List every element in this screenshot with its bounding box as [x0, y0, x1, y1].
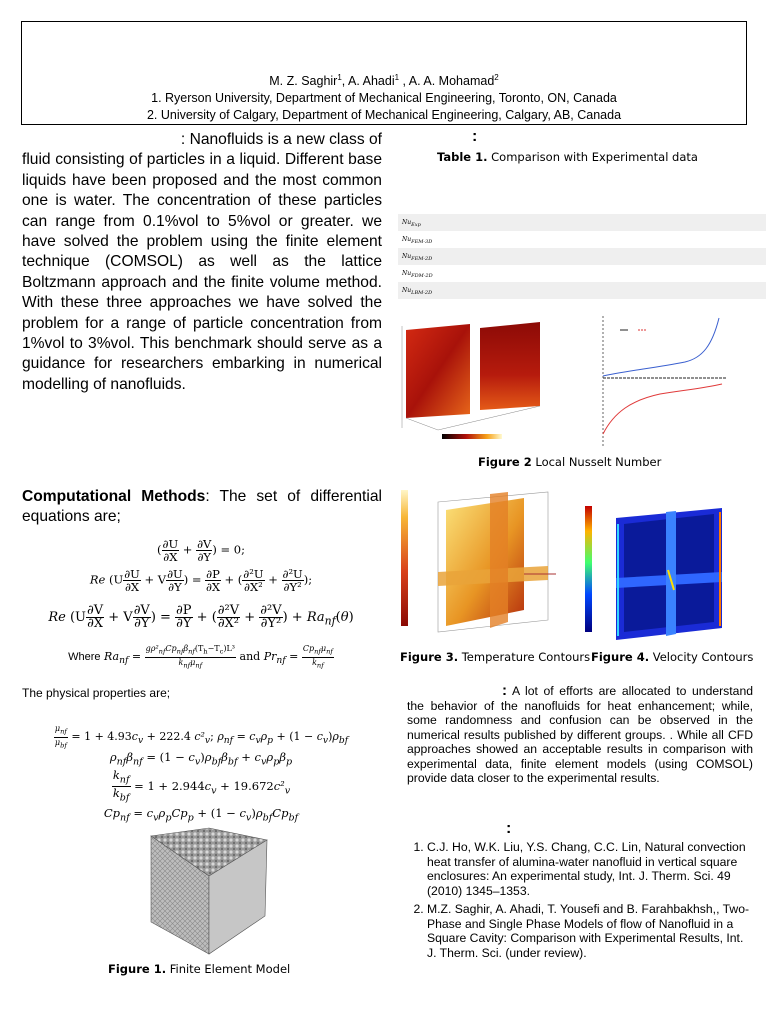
figure-3-caption: Figure 3. Temperature Contours	[400, 650, 591, 664]
methods-intro	[22, 487, 382, 527]
equation-conductivity: $\frac{k_{nf}}{k_{bf}}$ = $1 + 2.944c_v + 19.672c^2_v$	[112, 768, 291, 804]
equation-continuity: ( $\frac{\partial U}{\partial X}$ + $\frac{\partial V}{\partial Y}$ ) = 0;	[157, 537, 245, 564]
figure-4-caption: Figure 4. Velocity Contours	[591, 650, 754, 664]
equation-heat-capacity: $Cp_{nf} = c_v\rho_pCp_p + (1 - c_v)\rho_{bf}Cp_{bf}$	[103, 806, 299, 824]
equation-rayleigh-prandtl: Where $Ra_{nf}$ = $\frac{g\rho^2_{nf}Cp_{nf}\beta_{nf}(T_h-T_c)L^3}{k_{nf}\mu_{nf}}$ and $Pr_{nf}$ = $\frac{Cp_{nf}\mu_{nf}}{k_{nf}}$	[68, 644, 333, 670]
abstract-body: fluid consisting of particles in a liquid. Different base liquids have been proposed and the most common one is water. The concentration of these particles can range from 0.1%vol to 5%vol or greater. we have solved the problem using the finite element technique (COMSOL) as well as the lattice Boltzmann approach and the finite volume method. With these three approaches we have solved the problem for a range of particle concentration from 1%vol to 3%vol. This benchmark should serve as a guidance for researchers embarking in numerical modelling of nanofluids.	[22, 151, 382, 393]
nusselt-line-chart	[580, 314, 730, 448]
abstract	[22, 130, 382, 395]
finite-element-cube-figure	[145, 826, 271, 956]
nusselt-heatmap-figure	[398, 318, 550, 444]
velocity-contours-figure	[580, 500, 740, 642]
equation-expansion: $\rho_{nf}\beta_{nf} = (1 - c_v)\rho_{bf}\beta_{bf} + c_v\rho_p\beta_p$	[109, 750, 293, 768]
affiliation-1: 1. Ryerson University, Department of Mechanical Engineering, Toronto, ON, Canada	[151, 91, 617, 105]
table-row-exp: $Nu_{Exp}$	[398, 214, 766, 231]
abstract-first-line: : Nanofluids is a new class of	[180, 131, 382, 148]
equation-viscosity-density: $\frac{\mu_{nf}}{\mu_{bf}}$ = $1 + 4.93c_v + 222.4$ $c^2_v$; $\rho_{nf} = c_v\rho_p + (1 - c_v)\rho_{bf}$	[54, 724, 349, 750]
table-row-lbm2d: $Nu_{LBM-2D}$	[398, 282, 766, 299]
references-list	[407, 840, 753, 964]
physical-properties-label: The physical properties are;	[22, 686, 171, 700]
table-row-fem3d: $Nu_{FEM-3D}$	[402, 236, 433, 246]
equation-x-momentum: Re (U $\frac{\partial U}{\partial X}$ + V $\frac{\partial U}{\partial Y}$ ) = $\frac{\partial P}{\partial X}$ + ( $\frac{\text{∂²U}}{\text{∂X²}}$ + $\frac{\text{∂²U}}{\text{∂Y²}}$ );	[89, 567, 313, 594]
authors: M. Z. Saghir$^1$, A. Ahadi$^1$ , A. A. Mohamad$^2$	[269, 72, 499, 88]
conclusion-colon: :	[502, 682, 507, 699]
temperature-contours-figure	[398, 480, 558, 640]
methods-heading: Computational Methods	[22, 488, 206, 505]
table-row-fdm2d: $Nu_{FDM-2D}$	[402, 270, 433, 280]
table-1-caption: Table 1. Comparison with Experimental data	[437, 150, 698, 164]
affiliation-2: 2. University of Calgary, Department of Mechanical Engineering, Calgary, AB, Canada	[146, 108, 622, 122]
equation-y-momentum: Re (U $\frac{\partial V}{\partial X}$ + V $\frac{\partial V}{\partial Y}$ ) = $\frac{\partial P}{\partial Y}$ + ( $\frac{\text{∂²V}}{\text{∂X²}}$ + $\frac{\text{∂²V}}{\text{∂Y²}}$ ) + $Ra_{nf}(\theta)$	[48, 603, 354, 631]
results-colon: :	[472, 128, 478, 145]
table-row-fem2d: $Nu_{FEM-2D}$	[398, 248, 766, 265]
figure-1-caption: Figure 1. Finite Element Model	[108, 962, 291, 976]
comparison-table	[398, 214, 766, 299]
reference-item: 2. M.Z. Saghir, A. Ahadi, T. Yousefi and B. Farahbakhsh,, Two-Phase and Single Phase Models of flow of Nanofluid in a Square Cavity: Comparison with Experimental Results, Int. J. Therm. Sci. (under review).	[427, 902, 753, 960]
conclusion-text: A lot of efforts are allocated to understand the behavior of the nanofluids for heat enhancement; while, some randomness and confusion can be observed in the numerical results published by different groups. . While all CFD approaches showed an acceptable results in comparison with experimental data, finite element models (using COMSOL) provide data closer to the experimental results.	[407, 684, 753, 785]
title-box	[21, 21, 747, 125]
reference-item: 1. C.J. Ho, W.K. Liu, Y.S. Chang, C.C. Lin, Natural convection heat transfer of alumina-water nanofluid in vertical square enclosures: An experimental study, Int. J. Therm. Sci. 49 (2010) 1345–1353.	[427, 840, 753, 898]
references-colon: :	[506, 820, 512, 837]
conclusion	[407, 684, 753, 786]
figure-2-caption: Figure 2 Local Nusselt Number	[478, 455, 662, 469]
methods-intro-text: : The set of differential equations are;	[22, 488, 382, 525]
